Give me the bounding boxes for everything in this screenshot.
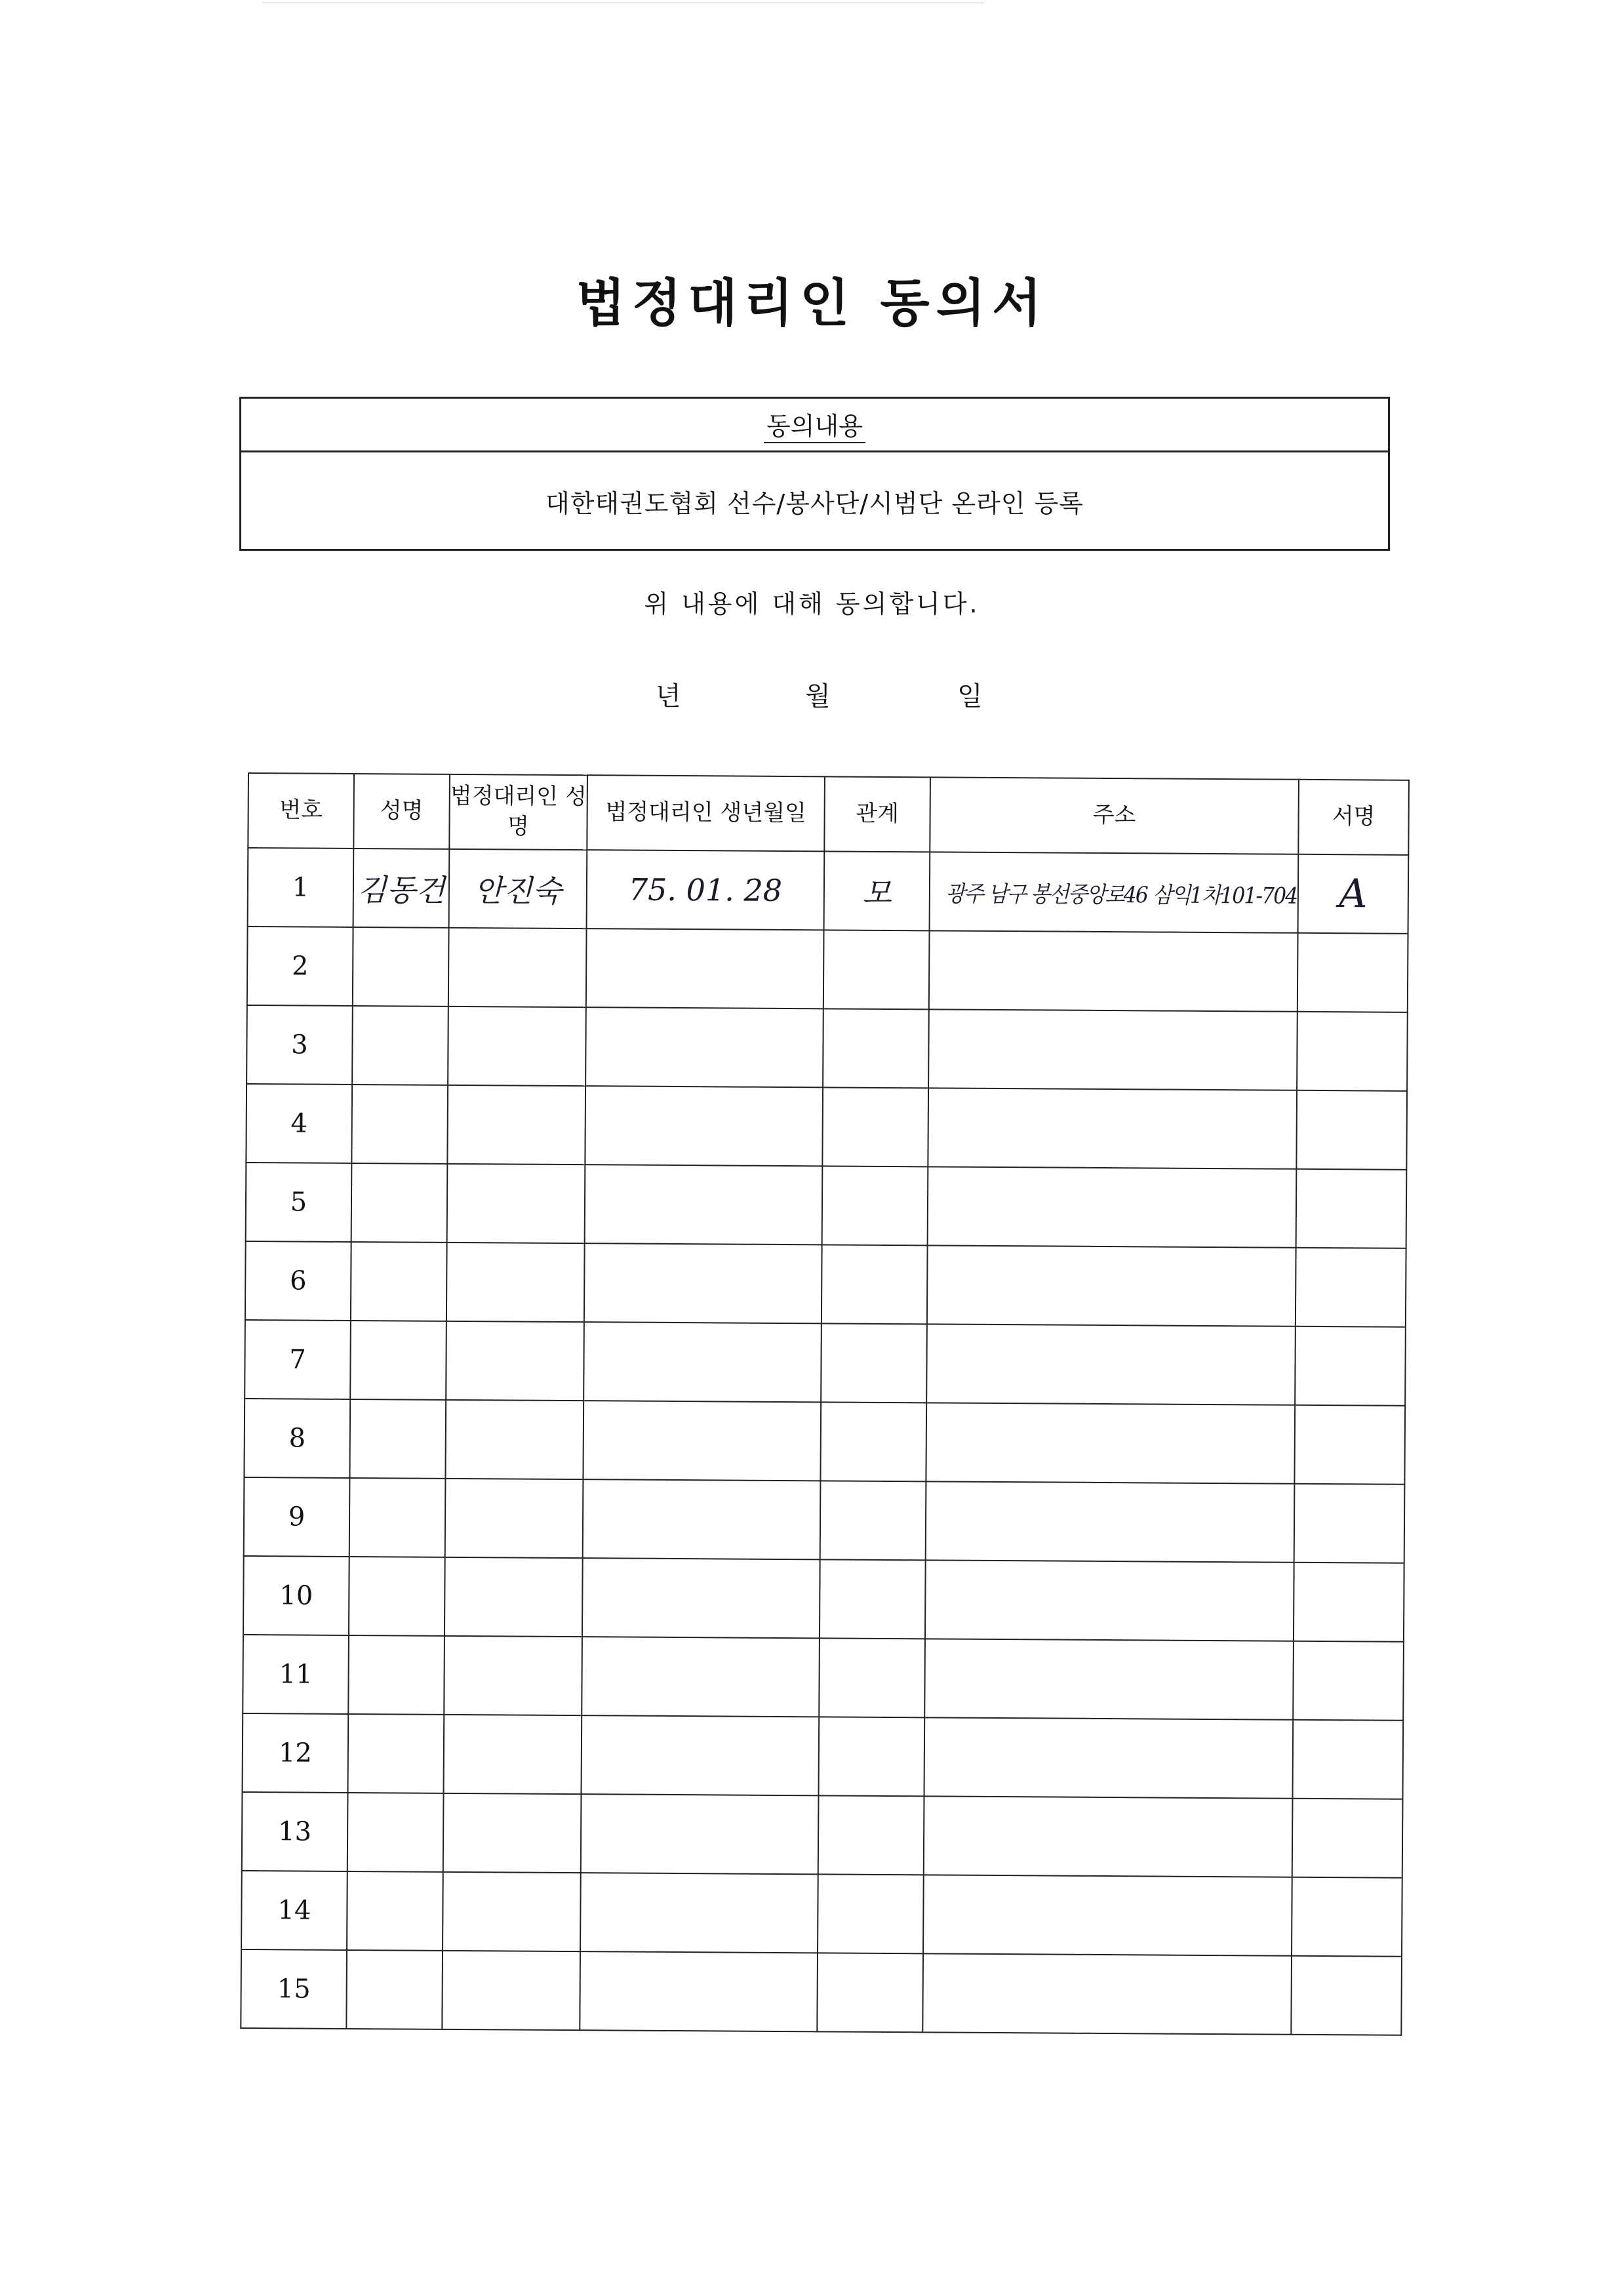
cell-guardian-name [443,1715,582,1794]
cell-guardian-name [448,928,587,1007]
cell-guardian-birth [584,1322,822,1402]
cell-guardian-name [447,1164,585,1243]
table-row [246,1084,1407,1170]
cell-guardian-birth [582,1558,820,1638]
table-row [245,1241,1406,1327]
cell-address [925,1560,1294,1641]
cell-guardian-name [443,1872,581,1951]
cell-relation [818,1874,924,1953]
cell-relation [822,1087,928,1167]
cell-signature [1292,1877,1402,1957]
cell-name [351,1085,448,1164]
table-row [248,848,1409,934]
cell-relation [820,1481,926,1560]
cell-no: 12 [243,1713,349,1793]
cell-no: 11 [243,1635,349,1714]
cell-guardian-birth [585,1086,823,1166]
cell-signature [1294,1405,1405,1485]
cell-guardian-name [446,1243,585,1322]
table-row [244,1399,1405,1485]
cell-signature-handwriting: A [1339,871,1368,917]
cell-no: 14 [241,1871,347,1950]
table-row [245,1320,1406,1406]
cell-no: 3 [247,1005,353,1085]
cell-relation [818,1717,924,1796]
cell-address [928,1167,1297,1247]
cell-name [351,1242,447,1321]
cell-address [930,852,1299,932]
table-row [243,1635,1404,1721]
cell-address [926,1481,1295,1562]
cell-relation [823,930,930,1009]
cell-address-handwriting: 광주 남구 봉선중앙로46 삼익1차101-704 [945,881,1297,909]
date-month-label: 월 [805,681,831,711]
header-signature: 서명 [1298,780,1409,855]
table-row [241,1871,1402,1957]
cell-signature [1295,1327,1406,1406]
cell-signature [1296,1090,1407,1170]
cell-name [349,1478,446,1557]
cell-no: 6 [245,1241,351,1321]
cell-name [348,1635,445,1715]
consent-body: 대한태권도협회 선수/봉사단/시범단 온라인 등록 [545,489,1084,518]
cell-guardian-name-handwriting: 안진숙 [474,873,562,909]
cell-address [924,1639,1294,1719]
cell-no: 10 [243,1556,349,1635]
date-year-label: 년 [656,681,681,711]
cell-address [928,1088,1297,1168]
cell-signature [1294,1563,1404,1642]
cell-guardian-name [445,1557,583,1637]
cell-name [347,1871,443,1951]
cell-name [350,1321,446,1400]
table-row [247,1005,1408,1091]
cell-guardian-name [445,1479,584,1558]
consent-box [239,397,1390,551]
cell-guardian-birth [584,1243,822,1323]
cell-guardian-birth [585,1165,823,1245]
table-row [243,1556,1404,1642]
cell-name [352,1006,448,1085]
header-no: 번호 [248,773,354,848]
cell-no: 5 [246,1163,352,1242]
cell-guardian-birth [581,1794,819,1874]
header-guardian-name: 법정대리인 성명 [449,774,587,850]
cell-signature [1293,1641,1404,1721]
table-row [247,927,1408,1012]
header-guardian-birth: 법정대리인 생년월일 [587,775,825,851]
cell-address [924,1796,1293,1877]
table-row [242,1792,1403,1878]
cell-relation [824,851,930,930]
header-address: 주소 [930,777,1299,854]
cell-address [923,1875,1292,1955]
table-row [246,1163,1407,1248]
cell-guardian-birth-handwriting: 75. 01. 28 [628,871,783,908]
cell-no: 1 [248,848,354,927]
cell-guardian-name [449,849,587,928]
cell-relation [822,1166,928,1245]
cell-guardian-birth [583,1401,821,1481]
cell-name [349,1557,445,1636]
consent-header-label: 동의내용 [764,406,865,443]
cell-guardian-birth [581,1715,819,1795]
page-title: 법정대리인 동의서 [576,274,1048,333]
cell-no: 8 [244,1399,350,1478]
cell-guardian-name [448,1007,586,1086]
cell-name [347,1714,444,1793]
cell-signature [1292,1799,1403,1878]
cell-name [353,848,450,928]
cell-relation [819,1638,925,1717]
cell-no: 4 [246,1084,352,1163]
header-name: 성명 [353,774,450,849]
cell-relation [818,1795,924,1875]
agree-statement: 위 내용에 대해 동의합니다. [644,589,980,618]
cell-signature [1296,1248,1406,1327]
cell-name [349,1399,446,1479]
cell-address [926,1324,1296,1405]
cell-guardian-birth [583,1479,821,1559]
cell-signature [1294,1484,1405,1563]
table-body [241,848,1408,2035]
cell-address [929,930,1298,1011]
cell-signature [1297,1012,1408,1091]
cell-no: 9 [244,1477,350,1557]
cell-guardian-name [443,1793,582,1873]
cell-name [347,1793,444,1872]
table-row [244,1477,1405,1563]
cell-signature [1291,1956,1402,2035]
cell-no: 13 [242,1792,348,1871]
cell-guardian-name [446,1321,584,1401]
cell-guardian-name [444,1636,582,1715]
cell-relation [820,1402,926,1481]
cell-address [924,1717,1293,1798]
cell-relation [823,1008,929,1088]
consent-header [241,399,1388,452]
cell-guardian-birth [587,850,825,930]
cell-relation [821,1323,927,1403]
cell-guardian-name [442,1951,580,2030]
cell-name [351,1163,448,1243]
cell-signature [1296,1169,1407,1248]
cell-signature [1298,854,1409,934]
cell-relation [822,1245,928,1324]
cell-guardian-birth [586,928,824,1008]
cell-no: 15 [241,1949,347,2029]
cell-name-handwriting: 김동건 [357,872,445,908]
guardian-table [240,772,1410,2036]
cell-no: 7 [245,1320,351,1399]
cell-guardian-name [445,1400,584,1479]
cell-relation-handwriting: 모 [862,875,892,911]
header-relation: 관계 [824,776,930,852]
cell-address [927,1245,1296,1326]
cell-address [926,1403,1295,1483]
cell-signature [1292,1720,1403,1799]
cell-name [346,1950,443,2029]
cell-address [928,1009,1297,1090]
cell-guardian-birth [580,1951,818,2031]
cell-relation [817,1953,923,2032]
cell-guardian-name [447,1085,585,1165]
cell-name [353,927,449,1007]
cell-signature [1297,933,1408,1012]
cell-no: 2 [247,927,353,1006]
cell-address [922,1953,1292,2034]
date-day-label: 일 [957,681,983,711]
table-row [243,1713,1404,1799]
table-row [241,1949,1402,2035]
table-header-row [248,773,1409,855]
cell-guardian-birth [585,1007,823,1087]
cell-guardian-birth [580,1873,818,1953]
cell-relation [820,1559,926,1639]
cell-guardian-birth [582,1637,820,1717]
